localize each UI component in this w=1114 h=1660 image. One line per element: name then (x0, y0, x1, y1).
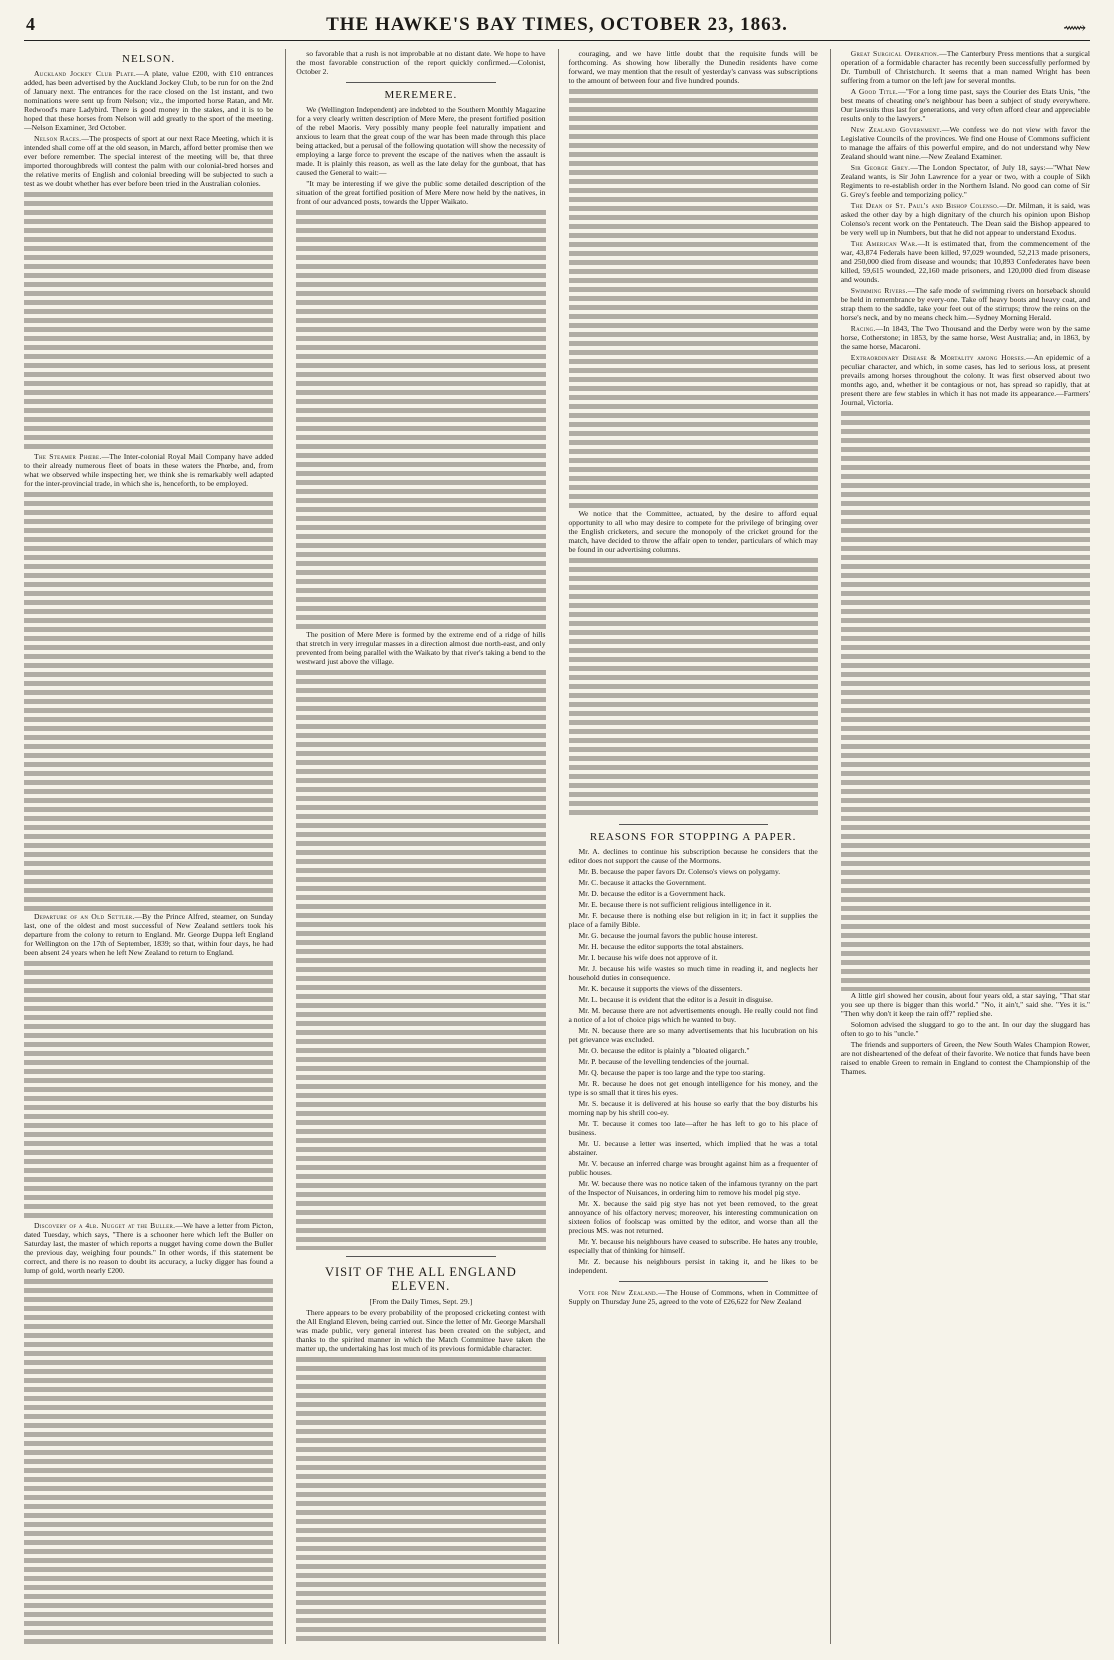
column-3 (558, 49, 818, 1644)
article-meremere-position: The position of Mere Mere is formed by the extreme end of a ridge of hills that stretch in very irregular masses in a direction almost due north-east, and only prevented from being parallel with the Waikato by that river's taking a bend to the westward just above the village. (296, 630, 546, 666)
reason-item: Mr. I. because his wife does not approve of it. (578, 953, 718, 962)
article-racing (841, 324, 1090, 351)
article-nz-government (841, 125, 1090, 161)
illegible-text-block (569, 89, 818, 509)
article-lead: Departure of an Old Settler. (34, 912, 135, 921)
masthead (24, 8, 1090, 41)
article-good-title (841, 87, 1090, 123)
reason-item: Mr. L. because it is evident that the editor is a Jesuit in disguise. (578, 995, 773, 1004)
article-swimming-rivers (841, 286, 1090, 322)
article-text: —"For a long time past, says the Courier des Etats Unis, "the best means of cheating one's neighbour has been a subject of study everywhere. Our lawsuits thus last for generations, and very often afford clear and appreciable results only to the lawyers." (840, 87, 1090, 123)
article-meremere-quote: "It may be interesting if we give the public some detailed description of the situation of the great fortified position of Mere Mere now held by the natives, in front of our advanced posts, towards the Upper Waikato. (296, 179, 546, 206)
article-sluggard: Solomon advised the sluggard to go to the ant. In our day the sluggard has often to go to his "uncle." (840, 1020, 1090, 1038)
illegible-text-block (841, 411, 1090, 991)
article-all-england: There appears to be every probability of the proposed cricketing contest with the All England Eleven, being carried out. Since the letter of Mr. George Marshall was made public, very general interest has been created on the subject, and thanks to the spirited manner in which the Match Committee have taken the matter up, the undertaking has lost much of its previous formidable character. (296, 1308, 546, 1353)
article-text: —The House of Commons, when in Committee of Supply on Thursday June 25, agreed to the vote of £26,622 for New Zealand (568, 1288, 818, 1306)
article-text: —By the Prince Alfred, steamer, on Sunday last, one of the oldest and most successful of New Zealand settlers took his departure from the colony to return to England. Mr. George Duppa left England for Wellington on the 17th of September, 1839; so that, within four days, he had been absent 24 years when he left New Zealand to return to England. (24, 912, 274, 957)
article-american-war (841, 239, 1090, 284)
reason-item: Mr. P. because of the levelling tendencies of the journal. (578, 1057, 749, 1066)
section-heading-meremere: MEREMERE. (384, 89, 458, 101)
illegible-text-block (24, 192, 273, 452)
article-text: —The Canterbury Press mentions that a surgical operation of a formidable character has recently been successfully performed by Dr. Turnbull of Christchurch. It seems that a man named Wright has been suffering from a tumor on the left jaw for several months. (840, 49, 1090, 85)
article-source: [From the Daily Times, Sept. 29.] (369, 1297, 473, 1306)
illegible-text-block (24, 492, 273, 912)
article-text: —In 1843, The Two Thousand and the Derby were won by the same horse, Cotherstone; in 1853, by the same horse, West Australia; and, in 1863, by the same horse, Macaroni. (840, 324, 1090, 351)
article-text: —We confess we do not view with favor the Legislative Councils of the provinces. We find one House of Commons sufficient to manage the affairs of this powerful empire, and do not understand why New Zealand should want nine.—New Zealand Examiner. (840, 125, 1090, 161)
article-dean-colenso (841, 201, 1090, 237)
article-lead: New Zealand Government. (850, 125, 942, 134)
article-horse-disease (841, 353, 1090, 407)
reason-item: Mr. U. because a letter was inserted, which implied that he was a total abstainer. (568, 1139, 818, 1157)
divider (619, 824, 768, 825)
article-committee: We notice that the Committee, actuated, by the desire to afford equal opportunity to all who may desire to compete for the privilege of bringing over the English cricketers, and secure the monopoly of the cricket ground for the match, have decided to throw the affair open to tender, particulars of which may be found in our advertising columns. (568, 509, 818, 554)
reason-item: Mr. T. because it comes too late—after he has left to go to his place of business. (568, 1119, 818, 1137)
column-1 (24, 49, 273, 1644)
reason-item: Mr. G. because the journal favors the public house interest. (578, 931, 758, 940)
illegible-text-block (296, 210, 545, 630)
reason-item: Mr. H. because the editor supports the total abstainers. (578, 942, 744, 951)
illegible-text-block (24, 961, 273, 1221)
article-continuation: couraging, and we have little doubt that the requisite funds will be forthcoming. As showing how liberally the Dunedin residents have come forward, we may mention that the result of yesterday's canvass was subscriptions to the amount of between four and five hundred pounds. (568, 49, 818, 85)
article-text: —The prospects of sport at our next Race Meeting, which it is intended shall come off at the old season, in March, afford better promise then we ever before remember. The special interest of the meeting will be, that three imported thoroughbreds will contest the palm with our colonial-bred horses and the relative merits of English and colonial breeding will be subjected to such a test as we doubt whether has ever before been tried in the Australian colonies. (24, 134, 274, 188)
reason-item: Mr. A. declines to continue his subscription because he considers that the editor does not support the cause of the Mormons. (568, 847, 818, 865)
article-text: —The safe mode of swimming rivers on horseback should be held in remembrance by every-one. Take off heavy boots and heavy coat, and strap them to the saddle, take your feet out of the stirrups; throw the reins on the horse's neck, and by no means check him.—Sydney Morning Herald. (840, 286, 1090, 322)
reason-item: Mr. R. because he does not get enough intelligence for his money, and the type is so small that it tires his eyes. (568, 1079, 818, 1097)
article-vote-new-zealand (569, 1288, 818, 1306)
newspaper-title: THE HAWKE'S BAY TIMES, OCTOBER 23, 1863. (326, 14, 788, 35)
article-sir-george-grey (841, 163, 1090, 199)
reason-item: Mr. K. because it supports the views of the dissenters. (578, 984, 743, 993)
article-text: —A plate, value £200, with £10 entrances added, has been advertised by the Auckland Jockey Club, to be run for on the 2nd of January next. The entrances for the race closed on the 1st instant, and two nominations were sent up from Nelson; viz., the imported horse Ratan, and Mr. Redwood's mare Ladybird. There is good money in the stakes, and it is to be hoped that these horses from Nelson will add greatly to the sport of the meeting.—Nelson Examiner, 3rd October. (24, 69, 274, 132)
article-lead: Racing. (850, 324, 876, 333)
article-steamer-phoebe (24, 452, 273, 488)
article-text: —The London Spectator, of July 18, says:—"What New Zealand wants, is Sir John Lawrence for a year or two, with a couple of Sikh Regiments to re-establish order in the Northern Island. No good can come of Sir G. Grey's feeble and temporizing policy." (840, 163, 1090, 199)
section-heading-reasons: REASONS FOR STOPPING A PAPER. (589, 831, 797, 843)
article-green-rower: The friends and supporters of Green, the New South Wales Champion Rower, are not disheartened of the defeat of their favorite. We notice that funds have been raised to enable Green to remain in England to contest the Championship of the Thames. (840, 1040, 1090, 1076)
article-text: —The Inter-colonial Royal Mail Company have added to their already numerous fleet of boats in these waters the Phœbe, and, from what we observed while inspecting her, we think she is remarkably well adapted for the inter-provincial trade, in which she is, henceforth, to be employed. (24, 452, 274, 488)
illegible-text-block (24, 1279, 273, 1644)
divider (619, 1281, 768, 1282)
reason-item: Mr. J. because his wife wastes so much time in reading it, and neglects her household duties in consequence. (568, 964, 818, 982)
reason-item: Mr. D. because the editor is a Government hack. (578, 889, 726, 898)
page-number: 4 (26, 14, 35, 34)
reason-item: Mr. M. because there are not advertisements enough. He really could not find a notice of a lot of choice pigs which he wanted to buy. (568, 1006, 818, 1024)
reason-item: Mr. Z. because his neighbours persist in taking it, and he likes to be independent. (568, 1257, 818, 1275)
reason-item: Mr. S. because it is delivered at his house so early that the boy disturbs his morning nap by his shrill coo-ey. (568, 1099, 818, 1117)
article-lead: The Steamer Phœbe. (34, 452, 102, 461)
reason-item: Mr. X. because the said pig stye has not yet been removed, to the great annoyance of his olfactory nerves; moreover, his interesting communication on sixteen folios of foolscap was omitted by the editor, and worse than all the precious MS. was not returned. (568, 1199, 818, 1235)
reason-item: Mr. E. because there is not sufficient religious intelligence in it. (578, 900, 772, 909)
article-text: —We have a letter from Picton, dated Tuesday, which says, "There is a schooner here which left the Buller on Saturday last, the master of which reports a nugget having come down the Buller the previous day, weighing four pounds." In other words, if this statement be correct, and there is no reason to doubt its accuracy, a lucky digger has found a lump of gold, worth nearly £200. (24, 1221, 274, 1275)
reason-item: Mr. C. because it attacks the Government. (578, 878, 707, 887)
article-lead: Great Surgical Operation. (850, 49, 940, 58)
reason-item: Mr. O. because the editor is plainly a "bloated oligarch." (578, 1046, 750, 1055)
column-4 (830, 49, 1090, 1644)
reason-item: Mr. F. because there is nothing else but religion in it; in fact it supplies the place of a family Bible. (568, 911, 818, 929)
article-lead: The American War. (850, 239, 918, 248)
article-old-settler (24, 912, 273, 957)
article-lead: A Good Title. (850, 87, 899, 96)
article-surgical-operation (841, 49, 1090, 85)
article-star: A little girl showed her cousin, about four years old, a star saying, "That star you see up there is bigger than this world." "No, it ain't," said she. "Yes it is." "Then why don't it keep the rain off?" replied she. (840, 991, 1090, 1018)
reason-item: Mr. W. because there was no notice taken of the infamous tyranny on the part of the Inspector of Nuisances, in ordering him to remove his model pig stye. (568, 1179, 818, 1197)
divider (346, 1256, 495, 1257)
section-heading-nelson: NELSON. (122, 53, 176, 65)
article-text: —An epidemic of a peculiar character, and which, in some cases, has led to serious loss, at present prevails among horses throughout the colony. It was first observed about two months ago, and, whether it be contagious or not, has spread so rapidly, that at present there are few stables in which it has not made its appearance.—Farmers' Journal, Victoria. (840, 353, 1090, 407)
article-jockey-club (24, 69, 273, 132)
article-nugget (24, 1221, 273, 1275)
article-text: —It is estimated that, from the commencement of the war, 43,874 Federals have been killed, 97,029 wounded, 52,213 made prisoners, and 250,000 died from disease and wounds; that 10,893 Confederates have been killed, 59,615 wounded, 22,160 made prisoners, and 120,000 died from disease and wounds. (840, 239, 1090, 284)
article-lead: Extraordinary Disease & Mortality among Horses. (850, 353, 1027, 362)
article-lead: Swimming Rivers. (850, 286, 908, 295)
article-lead: Discovery of a 4lb. Nugget at the Buller. (34, 1221, 176, 1230)
article-lead: Sir George Grey. (850, 163, 911, 172)
reason-item: Mr. Y. because his neighbours have ceased to subscribe. He hates any trouble, especially that of thinking for himself. (568, 1237, 818, 1255)
article-lead: Nelson Races. (34, 134, 82, 143)
article-lead: Vote for New Zealand. (578, 1288, 659, 1297)
divider (346, 82, 495, 83)
ornament-icon: ⟿ (1063, 20, 1086, 37)
reason-item: Mr. N. because there are so many advertisements that his lucubration on his pet grievance was excluded. (568, 1026, 818, 1044)
article-lead: The Dean of St. Paul's and Bishop Colenso. (850, 201, 1000, 210)
illegible-text-block (296, 670, 545, 1250)
reason-item: Mr. Q. because the paper is too large and the type too staring. (578, 1068, 765, 1077)
reason-item: Mr. V. because an inferred charge was brought against him as a frequenter of public houses. (568, 1159, 818, 1177)
column-2 (285, 49, 545, 1644)
illegible-text-block (569, 558, 818, 818)
reason-item: Mr. B. because the paper favors Dr. Colenso's views on polygamy. (578, 867, 781, 876)
columns (24, 49, 1090, 1644)
article-meremere-intro: We (Wellington Independent) are indebted to the Southern Monthly Magazine for a very clearly written description of Mere Mere, the present fortified position of the rebel Maoris. Very possibly many people feel naturally impatient and anxious to learn that the great coup of the war has been made through this place being attacked, but a perusal of the following quotation will show the necessity of employing a large force to prevent the escape of the natives when the assault is made. It is plainly this reason, as well as the late delay for the gunboat, that has caused the General to wait:— (296, 105, 546, 177)
section-heading-all-england: VISIT OF THE ALL ENGLAND ELEVEN. (324, 1265, 517, 1293)
article-nelson-races (24, 134, 273, 188)
article-continuation: so favorable that a rush is not improbable at no distant date. We hope to have the most favorable construction of the report quickly confirmed.—Colonist, October 2. (296, 49, 546, 76)
article-text: —Dr. Milman, it is said, was asked the other day by a high dignitary of the church his opinion upon Bishop Colenso's recent work on the Pentateuch. The Dean said the Bishop appeared to be very well up in Numbers, but that he did not appear to understand Exodus. (840, 201, 1090, 237)
illegible-text-block (296, 1357, 545, 1644)
article-lead: Auckland Jockey Club Plate. (34, 69, 137, 78)
